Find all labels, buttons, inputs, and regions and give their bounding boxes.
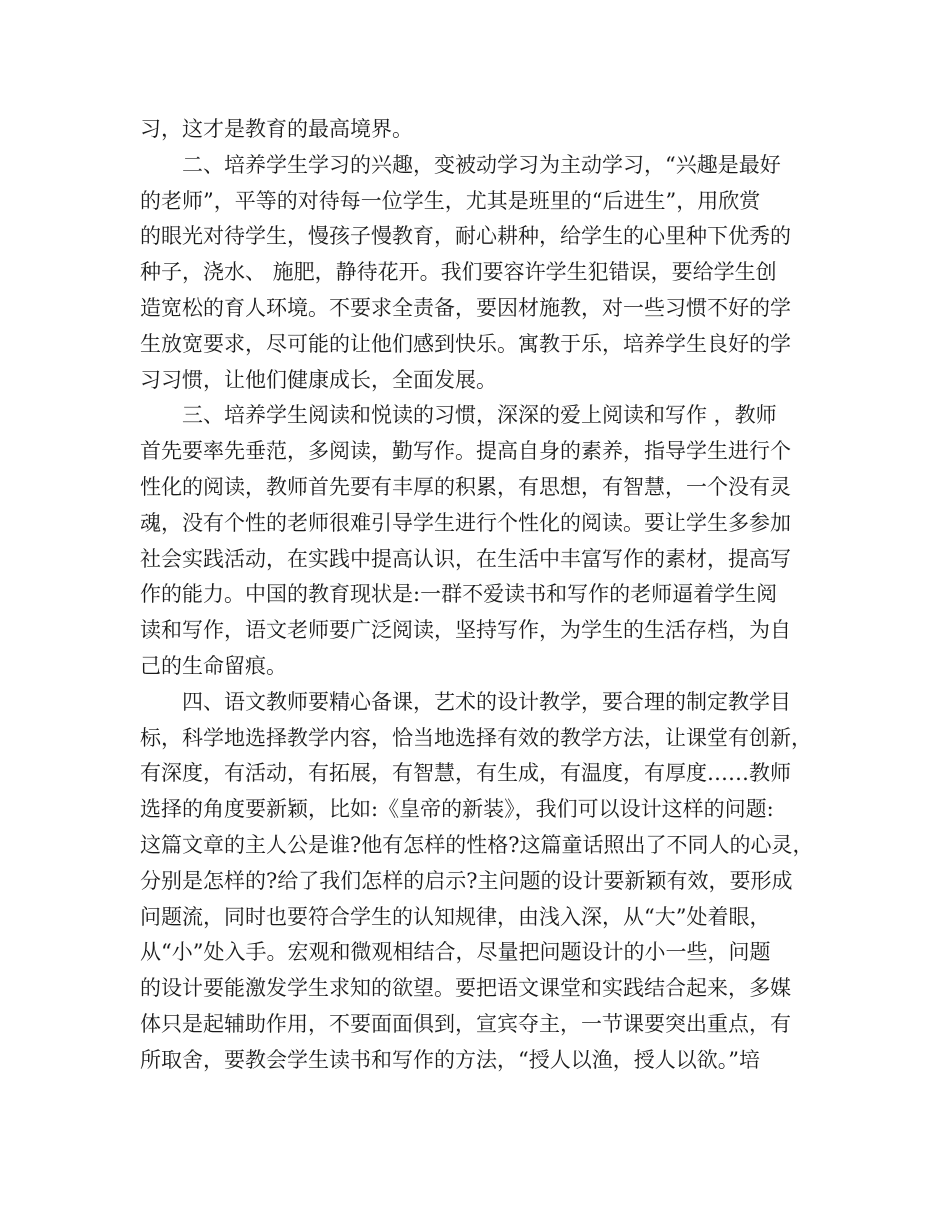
paragraph-start-line: 四、语文教师要精心备课，艺术的设计教学，要合理的制定教学目 xyxy=(182,689,791,714)
text-line: 所取舍，要教会学生读书和写作的方法，“授人以渔，授人以欲。”培 xyxy=(140,1047,760,1072)
paragraph-start-line: 三、培养学生阅读和悦读的习惯，深深的爱上阅读和写作 ，教师 xyxy=(182,403,777,428)
text-line: 造宽松的育人环境。不要求全责备，要因材施教，对一些习惯不好的学 xyxy=(140,295,791,320)
text-line: 习，这才是教育的最高境界。 xyxy=(140,117,413,141)
text-line: 首先要率先垂范，多阅读，勤写作。提高自身的素养，指导学生进行个 xyxy=(140,439,791,464)
text-line: 作的能力。中国的教育现状是:一群不爱读书和写作的老师逼着学生阅 xyxy=(140,582,778,607)
body-text xyxy=(140,112,820,1079)
text-line: 种子，浇水、 施肥，静待花开。我们要容许学生犯错误，要给学生创 xyxy=(140,260,777,285)
text-line: 标，科学地选择教学内容，恰当地选择有效的教学方法，让课堂有创新， xyxy=(140,725,812,750)
paragraph-start-line: 二、培养学生学习的兴趣，变被动学习为主动学习，“兴趣是最好 xyxy=(182,152,781,177)
text-line: 社会实践活动，在实践中提高认识，在生活中丰富写作的素材，提高写 xyxy=(140,546,791,571)
text-line: 生放宽要求，尽可能的让他们感到快乐。寓教于乐，培养学生良好的学 xyxy=(140,331,791,356)
text-line: 体只是起辅助作用，不要面面俱到，宣宾夺主，一节课要突出重点，有 xyxy=(140,1011,791,1036)
text-line: 魂，没有个性的老师很难引导学生进行个性化的阅读。要让学生多参加 xyxy=(140,510,791,535)
text-line: 的眼光对待学生，慢孩子慢教育，耐心耕种，给学生的心里种下优秀的 xyxy=(140,224,791,249)
text-line: 这篇文章的主人公是谁?他有怎样的性格?这篇童话照出了不同人的心灵， xyxy=(140,832,814,857)
text-line: 性化的阅读，教师首先要有丰厚的积累，有思想，有智慧，一个没有灵 xyxy=(140,474,791,499)
text-line: 习习惯，让他们健康成长，全面发展。 xyxy=(140,367,497,392)
text-line: 从“小”处入手。宏观和微观相结合，尽量把问题设计的小一些，问题 xyxy=(140,940,771,965)
text-line: 分别是怎样的?给了我们怎样的启示?主问题的设计要新颖有效，要形成 xyxy=(140,868,793,893)
text-line: 读和写作，语文老师要广泛阅读，坚持写作，为学生的生活存档，为自 xyxy=(140,618,791,643)
text-line: 的老师”，平等的对待每一位学生，尤其是班里的“后进生”，用欣赏 xyxy=(140,188,761,213)
text-line: 选择的角度要新颖，比如:《皇帝的新装》，我们可以设计这样的问题: xyxy=(140,797,774,822)
text-line: 问题流，同时也要符合学生的认知规律，由浅入深，从“大”处着眼， xyxy=(140,904,771,929)
text-line: 的设计要能激发学生求知的欲望。要把语文课堂和实践结合起来，多媒 xyxy=(140,976,791,1001)
text-line: 己的生命留痕。 xyxy=(140,653,287,678)
text-line: 有深度，有活动，有拓展，有智慧，有生成，有温度，有厚度……教师 xyxy=(140,761,791,786)
